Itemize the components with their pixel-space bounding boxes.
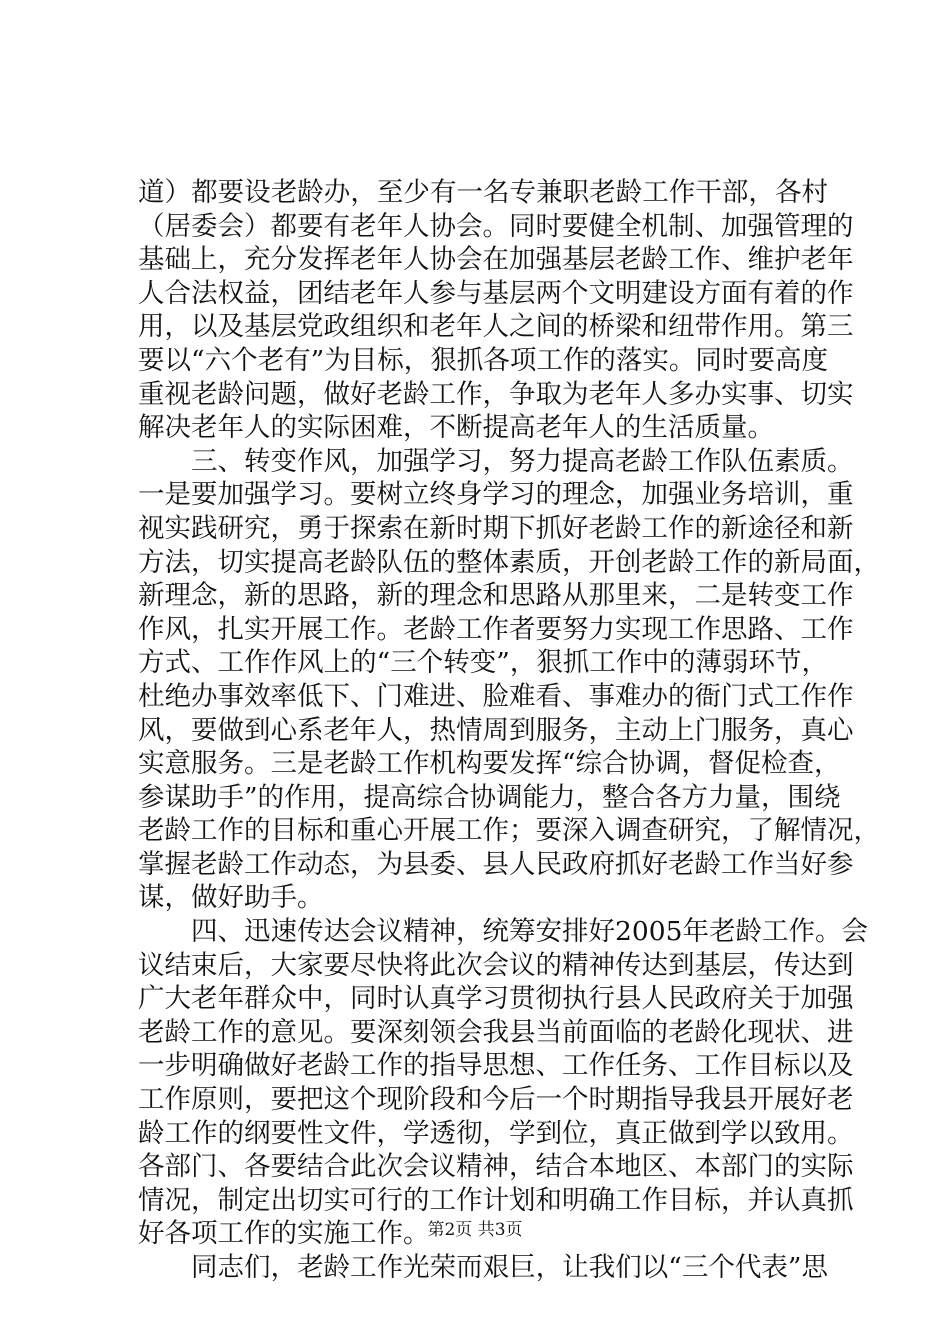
text-line: 要以“六个老有”为目标，狠抓各项工作的落实。同时要高度 bbox=[138, 344, 828, 376]
text-line: 实意服务。三是老龄工作机构要发挥“综合协调，督促检查， bbox=[138, 748, 841, 780]
text-line: 好各项工作的实施工作。 bbox=[138, 1218, 430, 1250]
text-line: 方法，切实提高老龄队伍的整体素质，开创老龄工作的新局面， bbox=[138, 546, 880, 578]
text-line: 重视老龄问题，做好老龄工作，争取为老年人多办实事、切实 bbox=[138, 378, 854, 410]
text-line: 三、转变作风，加强学习，努力提高老龄工作队伍素质。 bbox=[138, 445, 854, 477]
text-line: 各部门、各要结合此次会议精神，结合本地区、本部门的实际 bbox=[138, 1151, 854, 1183]
text-line: 议结束后，大家要尽快将此次会议的精神传达到基层，传达到 bbox=[138, 949, 854, 981]
text-line: 方式、工作作风上的“三个转变”，狠抓工作中的薄弱环节， bbox=[138, 647, 828, 679]
text-line: 谋，做好助手。 bbox=[138, 882, 324, 914]
text-line: 龄工作的纲要性文件，学透彻，学到位，真正做到学以致用。 bbox=[138, 1117, 854, 1149]
text-line: 解决老年人的实际困难，不断提高老年人的生活质量。 bbox=[138, 412, 774, 444]
text-line: 老龄工作的目标和重心开展工作；要深入调查研究，了解情况， bbox=[138, 815, 880, 847]
text-line: 风，要做到心系老年人，热情周到服务，主动上门服务，真心 bbox=[138, 714, 854, 746]
text-line: 广大老年群众中，同时认真学习贯彻执行县人民政府关于加强 bbox=[138, 983, 854, 1015]
text-line: 新理念，新的思路，新的理念和思路从那里来，二是转变工作 bbox=[138, 580, 854, 612]
text-line: 一是要加强学习。要树立终身学习的理念，加强业务培训，重 bbox=[138, 479, 854, 511]
text-line: 老龄工作的意见。要深刻领会我县当前面临的老龄化现状、进 bbox=[138, 1016, 854, 1048]
text-line: 人合法权益，团结老年人参与基层两个文明建设方面有着的作 bbox=[138, 277, 854, 309]
document-body bbox=[138, 176, 880, 1285]
text-line: （居委会）都要有老年人协会。同时要健全机制、加强管理的 bbox=[138, 210, 854, 242]
text-line: 用，以及基层党政组织和老年人之间的桥梁和纽带作用。第三 bbox=[138, 311, 854, 343]
text-line: 同志们，老龄工作光荣而艰巨，让我们以“三个代表”思 bbox=[138, 1252, 828, 1283]
text-line: 基础上，充分发挥老年人协会在加强基层老龄工作、维护老年 bbox=[138, 244, 854, 276]
text-line: 视实践研究，勇于探索在新时期下抓好老龄工作的新途径和新 bbox=[138, 512, 854, 544]
text-line: 掌握老龄工作动态，为县委、县人民政府抓好老龄工作当好参 bbox=[138, 848, 854, 880]
text-line: 杜绝办事效率低下、门难进、脸难看、事难办的衙门式工作作 bbox=[138, 680, 854, 712]
text-line: 情况，制定出切实可行的工作计划和明确工作目标，并认真抓 bbox=[138, 1184, 854, 1216]
text-line: 工作原则，要把这个现阶段和今后一个时期指导我县开展好老 bbox=[138, 1084, 854, 1116]
text-line: 作风，扎实开展工作。老龄工作者要努力实现工作思路、工作 bbox=[138, 613, 854, 645]
page-footer: 第2页 共3页 bbox=[427, 1220, 523, 1240]
text-line: 参谋助手”的作用，提高综合协调能力，整合各方力量，围绕 bbox=[138, 781, 841, 813]
text-line: 道）都要设老龄办，至少有一名专兼职老龄工作干部，各村 bbox=[138, 177, 828, 208]
text-line: 四、迅速传达会议精神，统筹安排好2005年老龄工作。会 bbox=[138, 916, 868, 948]
text-line: 一步明确做好老龄工作的指导思想、工作任务、工作目标以及 bbox=[138, 1050, 854, 1082]
